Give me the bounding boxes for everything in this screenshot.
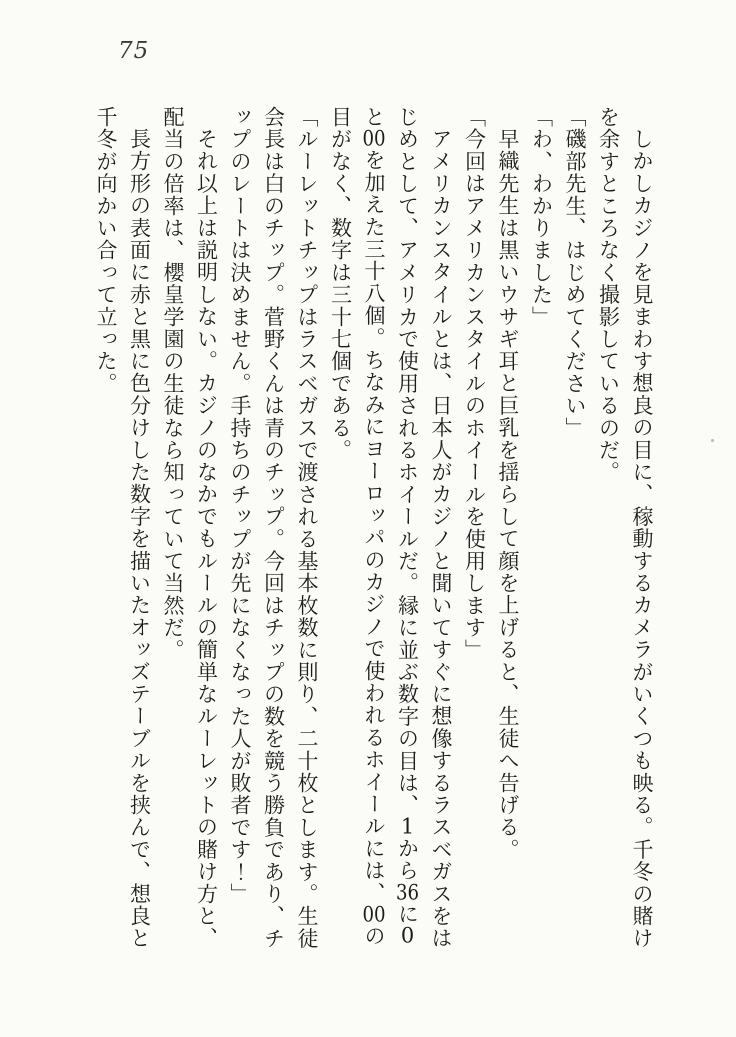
text-line: 目がなく、数字は三十七個である。	[328, 106, 353, 462]
tatechuyoko-digits: 0	[400, 925, 415, 947]
text-line: 「磯部先生、はじめてください」	[563, 106, 587, 439]
page-number: 75	[118, 38, 150, 64]
text-line: 「ルーレットチップはラスベガスで渡される基本枚数に則り、二十枚とします。生徒	[295, 106, 319, 950]
body-text	[89, 106, 659, 952]
text-line: 早織先生は黒いウサギ耳と巨乳を揺らして顔を上げると、生徒へ告げる。	[496, 128, 520, 861]
text-line: それ以上は説明しない。カジノのなかでもルールの簡単なルーレットの賭け方と、	[194, 128, 219, 950]
tatechuyoko-digits: 00	[362, 128, 386, 150]
text-line: アメリカンスタイルとは、日本人がカジノと聞いてすぐに想像するラスベガスをは	[429, 128, 453, 950]
text-line: じめとして、アメリカで使用されるホイールだ。縁に並ぶ数字の目は、1から36に0	[395, 106, 420, 947]
tatechuyoko-digits: 00	[362, 904, 386, 926]
text-line: と00を加えた三十八個。ちなみにヨーロッパのカジノで使われるホイールには、00の	[362, 106, 386, 948]
text-line: 配当の倍率は、櫻皇学園の生徒なら知っていて当然だ。	[161, 106, 185, 661]
tatechuyoko-digits: 1	[400, 816, 415, 838]
text-line: を余すところなく撮影しているのだ。	[596, 106, 621, 484]
text-line: 長方形の表面に赤と黒に色分けした数字を描いたオッズテーブルを挟んで、想良と	[127, 128, 152, 950]
text-line: 「今回はアメリカンスタイルのホイールを使用します」	[462, 106, 487, 661]
text-line: しかしカジノを見まわす想良の目に、稼動するカメラがいくつも映る。千冬の賭け	[630, 128, 654, 950]
tatechuyoko-digits: 36	[395, 881, 420, 903]
text-line: 千冬が向かい合って立った。	[94, 106, 118, 395]
text-line: 「わ、わかりました」	[529, 106, 554, 328]
text-line: 会長は白のチップ。菅野くんは青のチップ。今回はチップの数を競う勝負であり、チ	[261, 106, 286, 950]
scan-speck	[711, 439, 714, 442]
text-line: ップのレートは決めません。手持ちのチップが先になくなった人が敗者です！」	[228, 106, 252, 906]
